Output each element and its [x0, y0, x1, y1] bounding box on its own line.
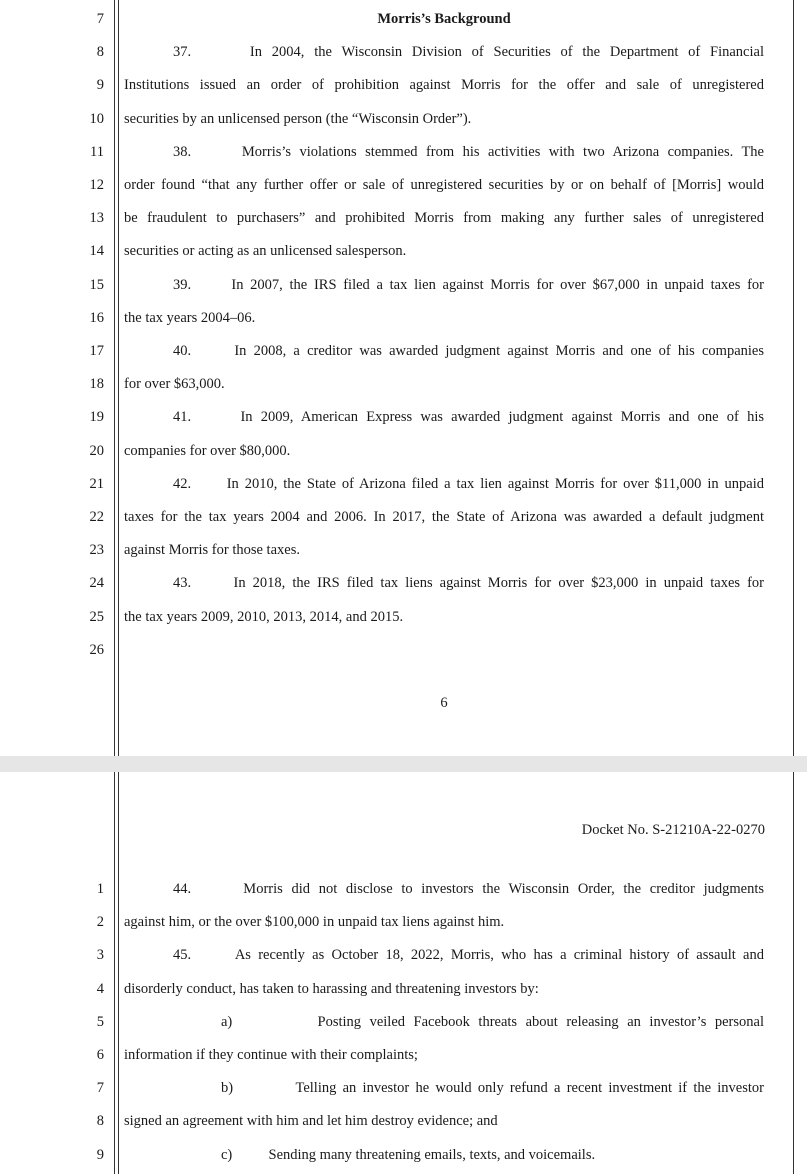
text-line: 37. In 2004, the Wisconsin Division of Securities of the Department of Financial [173, 44, 764, 61]
text-line: signed an agreement with him and let him destroy evidence; and [124, 1113, 498, 1130]
margin-rule-left-outer [114, 0, 115, 756]
line-number: 1 [96, 881, 104, 897]
line-number: 8 [96, 1113, 104, 1130]
line-number: 18 [89, 376, 104, 393]
text-line: taxes for the tax years 2004 and 2006. In 2017, the State of Arizona was awarded a default judgment [124, 509, 764, 525]
text-line: order found “that any further offer or sale of unregistered securities by or on behalf of [Morris] would [124, 177, 764, 193]
text-line: securities or acting as an unlicensed salesperson. [124, 243, 407, 260]
line-number: 11 [90, 143, 104, 160]
text-line: for over $63,000. [124, 376, 225, 393]
line-number: 22 [89, 509, 104, 525]
line-number: 21 [89, 475, 104, 492]
text-line: Institutions issued an order of prohibition against Morris for the offer and sale of unregistered [124, 77, 764, 94]
text-line: information if they continue with their complaints; [124, 1047, 418, 1063]
text-line: a) Posting veiled Facebook threats about releasing an investor’s personal [221, 1013, 764, 1030]
line-number: 2 [96, 914, 104, 931]
docket-number: Docket No. S-21210A-22-0270 [581, 822, 765, 838]
margin-rule-right [793, 0, 794, 756]
text-line: against him, or the over $100,000 in unpaid tax liens against him. [124, 914, 505, 931]
line-number: 6 [96, 1047, 104, 1063]
document-page-7 [0, 772, 807, 1174]
text-line: 40. In 2008, a creditor was awarded judgment against Morris and one of his companies [173, 343, 764, 359]
text-line: 45. As recently as October 18, 2022, Morris, who has a criminal history of assault and [173, 947, 764, 964]
text-line: against Morris for those taxes. [124, 542, 300, 559]
line-number: 4 [96, 980, 104, 997]
line-number: 15 [89, 276, 104, 293]
line-number: 9 [96, 1146, 104, 1163]
text-line: 42. In 2010, the State of Arizona filed a tax lien against Morris for over $11,000 in unpaid [173, 475, 764, 492]
text-line: 38. Morris’s violations stemmed from his activities with two Arizona companies. The [173, 143, 764, 160]
line-number: 7 [96, 1080, 104, 1097]
text-line: disorderly conduct, has taken to harassing and threatening investors by: [124, 980, 539, 997]
text-line: c) Sending many threatening emails, texts, and voicemails. [221, 1146, 596, 1163]
line-number: 20 [89, 442, 104, 459]
margin-rule-left-outer [114, 772, 115, 1174]
line-number: 25 [89, 608, 104, 625]
line-number: 17 [89, 343, 104, 359]
text-line: companies for over $80,000. [124, 442, 291, 459]
line-number: 14 [89, 243, 104, 260]
line-number: 19 [89, 409, 104, 426]
line-number: 7 [96, 11, 104, 27]
margin-rule-right [793, 772, 794, 1174]
page-number: 6 [440, 695, 448, 711]
margin-rule-left-inner [118, 772, 119, 1174]
page-gap [0, 756, 807, 772]
text-line: 39. In 2007, the IRS filed a tax lien against Morris for over $67,000 in unpaid taxes for [173, 276, 764, 293]
text-line: the tax years 2009, 2010, 2013, 2014, and 2015. [124, 608, 404, 625]
line-number: 24 [89, 575, 104, 592]
text-line: 41. In 2009, American Express was awarded judgment against Morris and one of his [173, 409, 764, 426]
text-line: be fraudulent to purchasers” and prohibited Morris from making any further sales of unregistered [124, 210, 764, 227]
line-number: 5 [96, 1013, 104, 1030]
line-number: 26 [89, 641, 104, 658]
line-number: 23 [89, 542, 104, 559]
line-number: 3 [96, 947, 104, 964]
text-line: securities by an unlicensed person (the “Wisconsin Order”). [124, 110, 472, 127]
line-number: 8 [96, 44, 104, 61]
section-heading: Morris’s Background [377, 11, 511, 27]
line-number: 10 [89, 110, 104, 127]
text-line: b) Telling an investor he would only refund a recent investment if the investor [221, 1080, 764, 1097]
line-number: 13 [89, 210, 104, 227]
line-number: 9 [96, 77, 104, 94]
text-line: the tax years 2004–06. [124, 309, 256, 326]
text-line: 43. In 2018, the IRS filed tax liens against Morris for over $23,000 in unpaid taxes for [173, 575, 764, 592]
text-line: 44. Morris did not disclose to investors the Wisconsin Order, the creditor judgments [173, 881, 764, 897]
line-number: 16 [89, 309, 104, 326]
line-number: 12 [89, 177, 104, 193]
margin-rule-left-inner [118, 0, 119, 756]
